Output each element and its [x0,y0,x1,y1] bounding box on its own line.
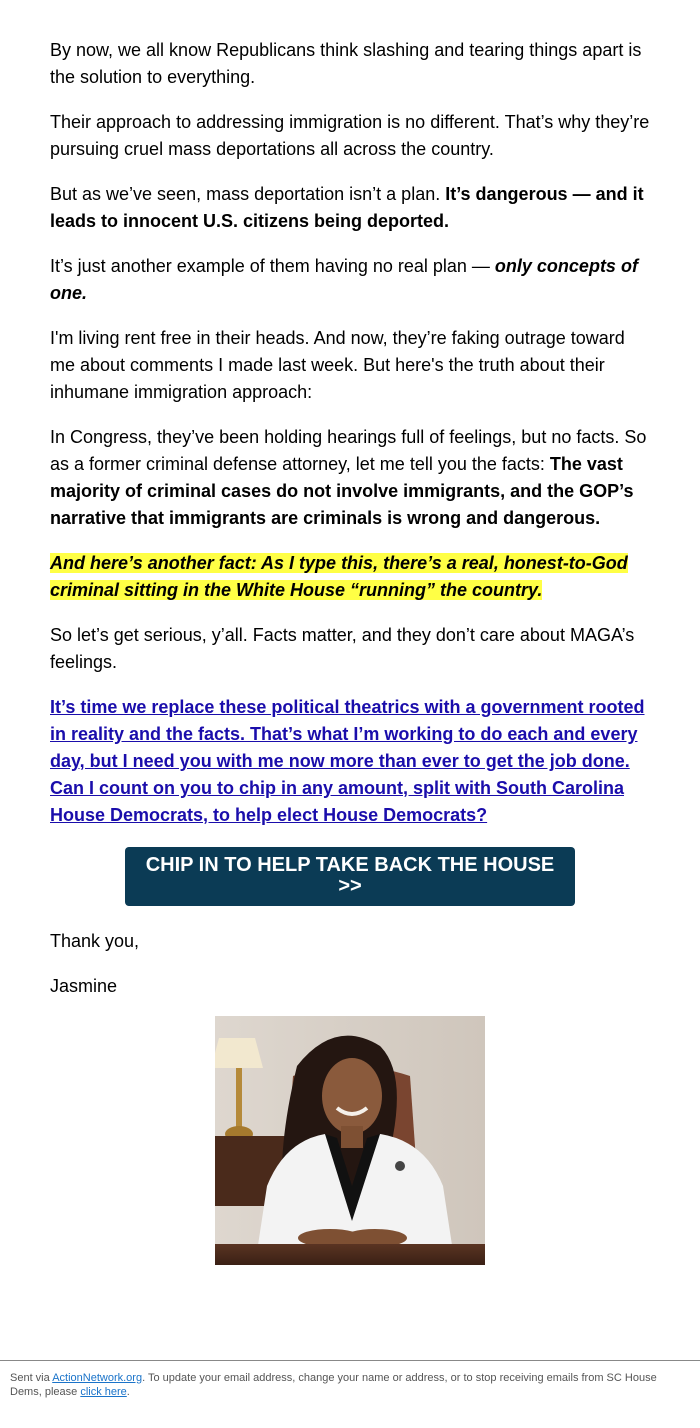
footer-text: . To update your email address, change your name or address, or to stop receiving emails from SC House Dems, please [10,1372,657,1398]
paragraph-no-plan-text: It’s just another example of them having no real plan — [50,256,495,276]
donate-text-link[interactable]: It’s time we replace these political theatrics with a government rooted in reality and the facts. That’s what I’m working to do each and every day, but I need you with me now more than ever to get the job done. Can I count on you to chip in any amount, split with South Carolina House Democrats, to help elect House Democrats? [50,697,645,825]
signoff: Thank you, [50,931,140,951]
chip-in-button[interactable]: CHIP IN TO HELP TAKE BACK THE HOUSE >> [125,847,575,906]
paragraph-serious: So let’s get serious, y’all. Facts matter, and they don’t care about MAGA’s feelings. [50,625,635,672]
signature: Jasmine [50,976,118,996]
footer-prefix: Sent via [10,1372,53,1384]
paragraph-deportation-bold: It’s dangerous — and it leads to innocent U.S. citizens being deported. [50,184,644,231]
cta-button-wrapper [50,847,650,906]
portrait-photo [215,1016,485,1265]
email-footer [0,1360,700,1428]
email-body [50,37,650,1018]
paragraph-rent-free: I'm living rent free in their heads. And now, they’re faking outrage toward me about comments I made last week. But here's the truth about their inhumane immigration approach: [50,328,625,402]
paragraph-immigration: Their approach to addressing immigration is no different. That’s why they’re pursuing cruel mass deportations all across the country. [50,112,650,159]
paragraph-donate-link [50,694,650,829]
paragraph-facts [50,424,650,532]
footer-suffix: . [126,1386,130,1398]
unsubscribe-link[interactable]: click here [80,1386,127,1398]
highlighted-fact: And here’s another fact: As I type this, there’s a real, honest-to-God criminal sitting in the White House “running” the country. [50,553,628,600]
paragraph-no-plan-emphasis: only concepts of one. [50,256,638,303]
paragraph-facts-bold: The vast majority of criminal cases do not involve immigrants, and the GOP’s narrative that immigrants are criminals is wrong and dangerous. [50,454,634,528]
paragraph-deportation-text: But as we’ve seen, mass deportation isn’t a plan. [50,184,446,204]
actionnetwork-link[interactable]: ActionNetwork.org [52,1372,143,1384]
paragraph-facts-text: In Congress, they’ve been holding hearings full of feelings, but no facts. So as a former criminal defense attorney, let me tell you the facts: [50,427,647,474]
paragraph-deportation [50,181,650,235]
paragraph-intro: By now, we all know Republicans think slashing and tearing things apart is the solution to everything. [50,40,642,87]
paragraph-highlight [50,550,650,604]
paragraph-no-plan [50,253,650,307]
